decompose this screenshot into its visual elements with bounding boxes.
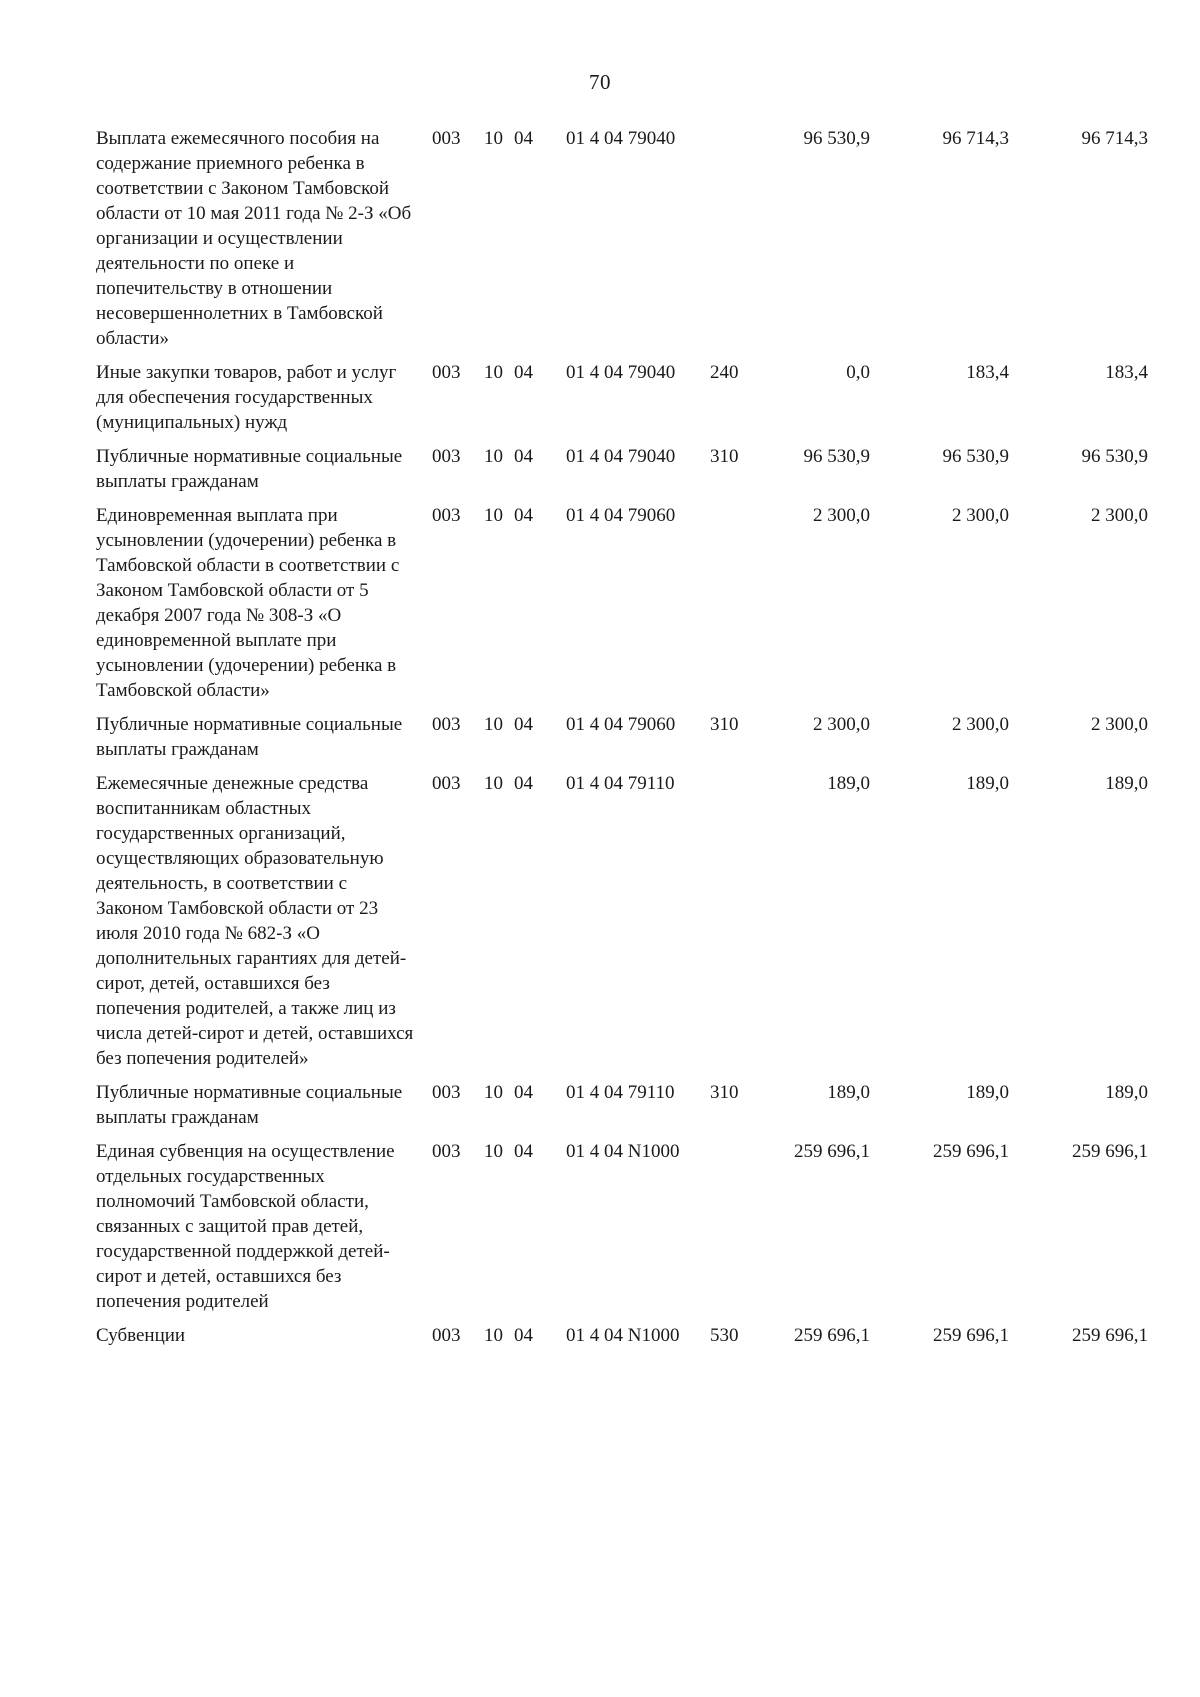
row-target-article: 01 4 04 N1000 [566, 1141, 680, 1162]
table-row [96, 1323, 1176, 1348]
row-section-code: 10 [484, 1141, 503, 1162]
page-number: 70 [589, 70, 611, 94]
row-amount-year-1: 0,0 [846, 362, 870, 383]
row-amount-year-1: 96 530,9 [803, 446, 870, 467]
row-amount-year-2: 2 300,0 [952, 714, 1009, 735]
row-section-code: 10 [484, 773, 503, 794]
row-description: Единая субвенция на осуществление отдельных государственных полномочий Тамбовской области, связанных с защитой прав детей, государственной поддержкой детей-сирот и детей, оставшихся без попечения родителей [96, 1141, 395, 1312]
row-target-article: 01 4 04 79040 [566, 446, 676, 467]
row-section-code: 10 [484, 128, 503, 149]
row-ved-code: 003 [432, 1082, 461, 1103]
row-ved-code: 003 [432, 1325, 461, 1346]
row-amount-year-1: 2 300,0 [813, 714, 870, 735]
row-amount-year-3: 189,0 [1105, 773, 1148, 794]
row-ved-code: 003 [432, 1141, 461, 1162]
row-section-code: 10 [484, 505, 503, 526]
row-description: Иные закупки товаров, работ и услуг для обеспечения государственных (муниципальных) нужд [96, 362, 397, 433]
row-description: Публичные нормативные социальные выплаты гражданам [96, 714, 403, 760]
row-subsection-code: 04 [514, 1141, 533, 1162]
row-ved-code: 003 [432, 773, 461, 794]
row-amount-year-1: 189,0 [827, 773, 870, 794]
table-row [96, 126, 1176, 351]
row-description: Субвенции [96, 1325, 186, 1346]
row-description: Ежемесячные денежные средства воспитанникам областных государственных организаций, осуществляющих образовательную деятельность, в соответствии с Законом Тамбовской области от 23 июля 2010 года № 682-З «О дополнительных гарантиях для детей-сирот, детей, оставшихся без попечения родителей, а также лиц из числа детей-сирот и детей, оставшихся без попечения родителей» [96, 773, 414, 1069]
row-amount-year-3: 189,0 [1105, 1082, 1148, 1103]
row-section-code: 10 [484, 362, 503, 383]
row-expense-type: 530 [710, 1325, 739, 1346]
row-ved-code: 003 [432, 128, 461, 149]
row-description: Выплата ежемесячного пособия на содержание приемного ребенка в соответствии с Законом Тамбовской области от 10 мая 2011 года № 2-З «Об организации и осуществлении деятельности по опеке и попечительству в отношении несовершеннолетних в Тамбовской области» [96, 128, 412, 349]
row-expense-type: 310 [710, 446, 739, 467]
row-section-code: 10 [484, 446, 503, 467]
row-target-article: 01 4 04 79110 [566, 1082, 675, 1103]
row-subsection-code: 04 [514, 446, 533, 467]
row-description: Публичные нормативные социальные выплаты гражданам [96, 1082, 403, 1128]
table-row [96, 1139, 1176, 1314]
row-subsection-code: 04 [514, 1325, 533, 1346]
row-description: Единовременная выплата при усыновлении (удочерении) ребенка в Тамбовской области в соответствии с Законом Тамбовской области от 5 декабря 2007 года № 308-З «О единовременной выплате при усыновлении (удочерении) ребенка в Тамбовской области» [96, 505, 400, 701]
row-ved-code: 003 [432, 446, 461, 467]
row-amount-year-3: 2 300,0 [1091, 714, 1148, 735]
table-row [96, 712, 1176, 762]
row-ved-code: 003 [432, 505, 461, 526]
row-target-article: 01 4 04 79060 [566, 714, 676, 735]
row-ved-code: 003 [432, 362, 461, 383]
row-section-code: 10 [484, 1082, 503, 1103]
row-amount-year-3: 96 530,9 [1081, 446, 1148, 467]
row-amount-year-2: 183,4 [966, 362, 1009, 383]
row-description: Публичные нормативные социальные выплаты гражданам [96, 446, 403, 492]
row-subsection-code: 04 [514, 1082, 533, 1103]
row-subsection-code: 04 [514, 505, 533, 526]
row-expense-type: 310 [710, 1082, 739, 1103]
row-section-code: 10 [484, 1325, 503, 1346]
row-amount-year-1: 96 530,9 [803, 128, 870, 149]
row-amount-year-3: 2 300,0 [1091, 505, 1148, 526]
row-amount-year-1: 259 696,1 [794, 1141, 870, 1162]
row-amount-year-2: 259 696,1 [933, 1141, 1009, 1162]
row-expense-type: 310 [710, 714, 739, 735]
row-target-article: 01 4 04 79040 [566, 128, 676, 149]
row-subsection-code: 04 [514, 362, 533, 383]
table-row [96, 503, 1176, 703]
row-amount-year-3: 96 714,3 [1081, 128, 1148, 149]
row-amount-year-2: 96 714,3 [942, 128, 1009, 149]
row-amount-year-2: 259 696,1 [933, 1325, 1009, 1346]
row-ved-code: 003 [432, 714, 461, 735]
table-row [96, 360, 1176, 435]
row-amount-year-3: 259 696,1 [1072, 1325, 1148, 1346]
row-section-code: 10 [484, 714, 503, 735]
row-amount-year-1: 189,0 [827, 1082, 870, 1103]
row-subsection-code: 04 [514, 128, 533, 149]
row-target-article: 01 4 04 N1000 [566, 1325, 680, 1346]
row-amount-year-2: 2 300,0 [952, 505, 1009, 526]
row-amount-year-3: 259 696,1 [1072, 1141, 1148, 1162]
table-row [96, 771, 1176, 1071]
row-amount-year-2: 96 530,9 [942, 446, 1009, 467]
row-target-article: 01 4 04 79040 [566, 362, 676, 383]
row-target-article: 01 4 04 79060 [566, 505, 676, 526]
budget-table [96, 126, 1176, 1357]
row-amount-year-3: 183,4 [1105, 362, 1148, 383]
row-subsection-code: 04 [514, 714, 533, 735]
row-amount-year-2: 189,0 [966, 1082, 1009, 1103]
row-expense-type: 240 [710, 362, 739, 383]
row-amount-year-1: 259 696,1 [794, 1325, 870, 1346]
table-row [96, 444, 1176, 494]
row-target-article: 01 4 04 79110 [566, 773, 675, 794]
table-row [96, 1080, 1176, 1130]
row-amount-year-1: 2 300,0 [813, 505, 870, 526]
row-subsection-code: 04 [514, 773, 533, 794]
row-amount-year-2: 189,0 [966, 773, 1009, 794]
